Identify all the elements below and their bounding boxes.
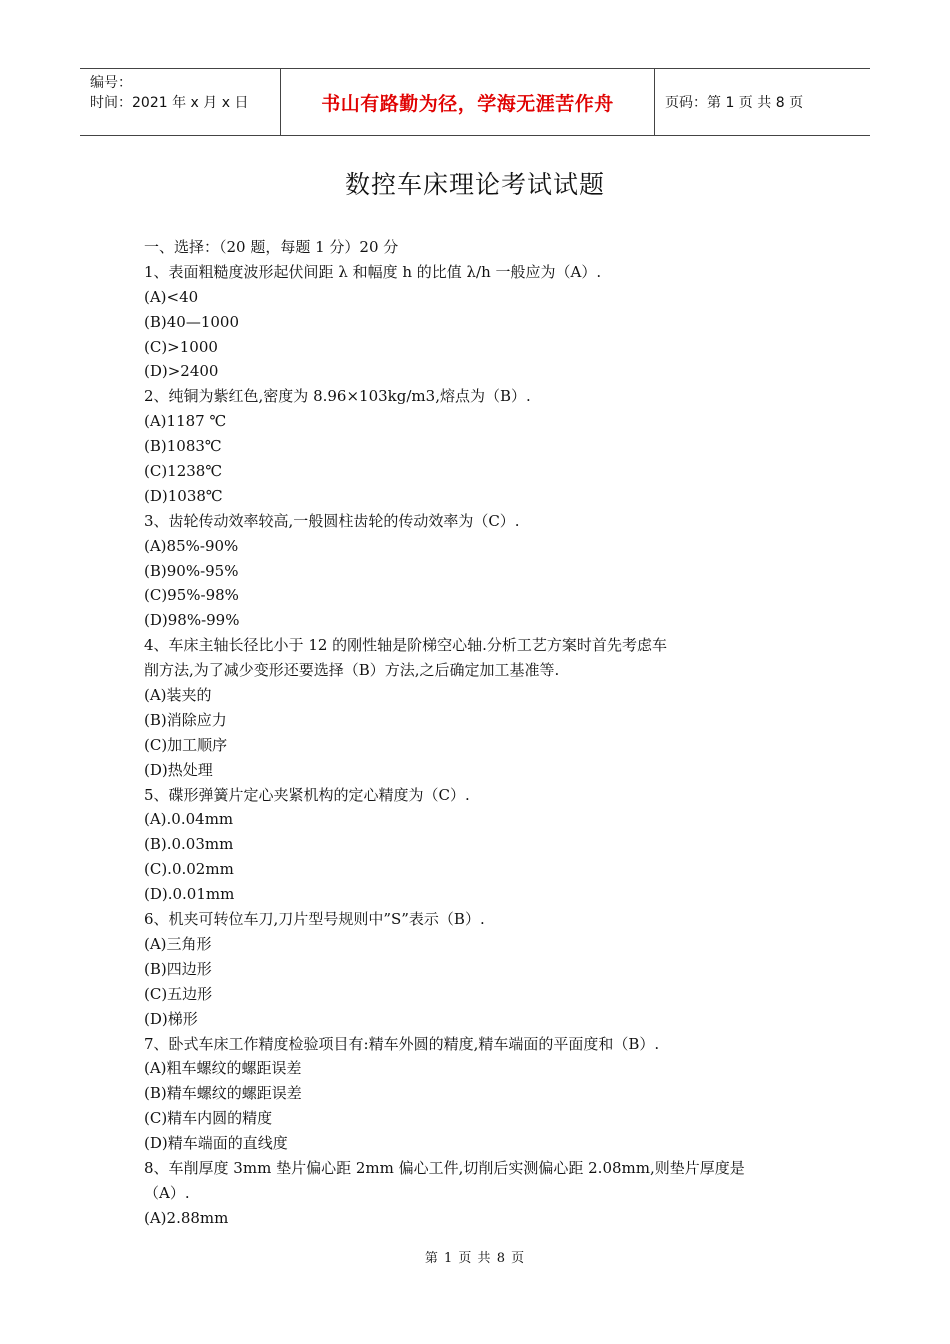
- answer-option: (B)四边形: [144, 959, 212, 978]
- serial-number-label: 编号：: [90, 75, 132, 91]
- answer-option: (A)粗车螺纹的螺距误差: [144, 1059, 302, 1078]
- header-page-info: [655, 69, 870, 135]
- question-stem: 7、卧式车床工作精度检验项目有:精车外圆的精度,精车端面的平面度和（B）.: [144, 1034, 660, 1053]
- answer-option: (A)85%-90%: [144, 536, 239, 555]
- answer-option: (D)>2400: [144, 362, 219, 381]
- text-line: 削方法,为了减少变形还要选择（B）方法,之后确定加工基准等.: [144, 661, 560, 680]
- page-info-text: 页码：第 1 页 共 8 页: [665, 95, 804, 111]
- answer-option: (A).0.04mm: [144, 810, 234, 829]
- answer-option: (B)消除应力: [144, 710, 227, 729]
- answer-option: (D)梯形: [144, 1009, 198, 1028]
- answer-option: (A)三角形: [144, 934, 212, 953]
- page-footer: 第 1 页 共 8 页: [424, 1251, 526, 1266]
- question-stem: 1、表面粗糙度波形起伏间距 λ 和幅度 h 的比值 λ/h 一般应为（A）.: [144, 262, 602, 281]
- answer-option: (D)1038℃: [144, 486, 223, 505]
- answer-option: (B)90%-95%: [144, 561, 239, 580]
- answer-option: (A)2.88mm: [144, 1208, 229, 1227]
- answer-option: (A)<40: [144, 287, 199, 306]
- header-motto: [281, 69, 655, 135]
- header-meta: [80, 69, 281, 135]
- answer-option: (C)95%-98%: [144, 586, 239, 605]
- question-stem: 4、车床主轴长径比小于 12 的刚性轴是阶梯空心轴.分析工艺方案时首先考虑车: [144, 636, 667, 655]
- answer-option: (C)1238℃: [144, 462, 223, 481]
- section-heading: 一、选择：（20 题，每题 1 分）20 分: [144, 238, 399, 256]
- document-title: 数控车床理论考试试题: [344, 170, 605, 199]
- answer-option: (A)装夹的: [144, 686, 212, 705]
- question-stem: 3、齿轮传动效率较高,一般圆柱齿轮的传动效率为（C）.: [144, 511, 520, 530]
- answer-option: (D).0.01mm: [144, 885, 235, 904]
- answer-option: (B).0.03mm: [144, 835, 234, 854]
- question-stem: 8、车削厚度 3mm 垫片偏心距 2mm 偏心工件,切削后实测偏心距 2.08mm,则垫片厚度是: [144, 1158, 745, 1177]
- answer-option: (C)精车内圆的精度: [144, 1109, 273, 1128]
- answer-option: (B)1083℃: [144, 437, 222, 456]
- question-stem: 5、碟形弹簧片定心夹紧机构的定心精度为（C）.: [144, 785, 470, 804]
- answer-option: (A)1187 ℃: [144, 412, 227, 431]
- answer-option: (C)>1000: [144, 337, 218, 356]
- answer-option: (D)精车端面的直线度: [144, 1134, 288, 1153]
- answer-option: (C).0.02mm: [144, 860, 234, 879]
- motto-text: 书山有路勤为径，学海无涯苦作舟: [321, 92, 614, 115]
- question-list: [144, 235, 824, 1231]
- text-line: （A）.: [144, 1183, 190, 1202]
- answer-option: (D)98%-99%: [144, 611, 240, 630]
- answer-option: (B)40—1000: [144, 312, 239, 331]
- date-label: 时间：2021 年 x 月 x 日: [90, 95, 249, 111]
- header-table: [80, 68, 870, 136]
- answer-option: (B)精车螺纹的螺距误差: [144, 1084, 302, 1103]
- answer-option: (D)热处理: [144, 760, 213, 779]
- answer-option: (C)五边形: [144, 984, 213, 1003]
- question-stem: 2、纯铜为紫红色,密度为 8.96×103kg/m3,熔点为（B）.: [144, 387, 531, 406]
- answer-option: (C)加工顺序: [144, 735, 228, 754]
- question-stem: 6、机夹可转位车刀,刀片型号规则中”S”表示（B）.: [144, 910, 485, 929]
